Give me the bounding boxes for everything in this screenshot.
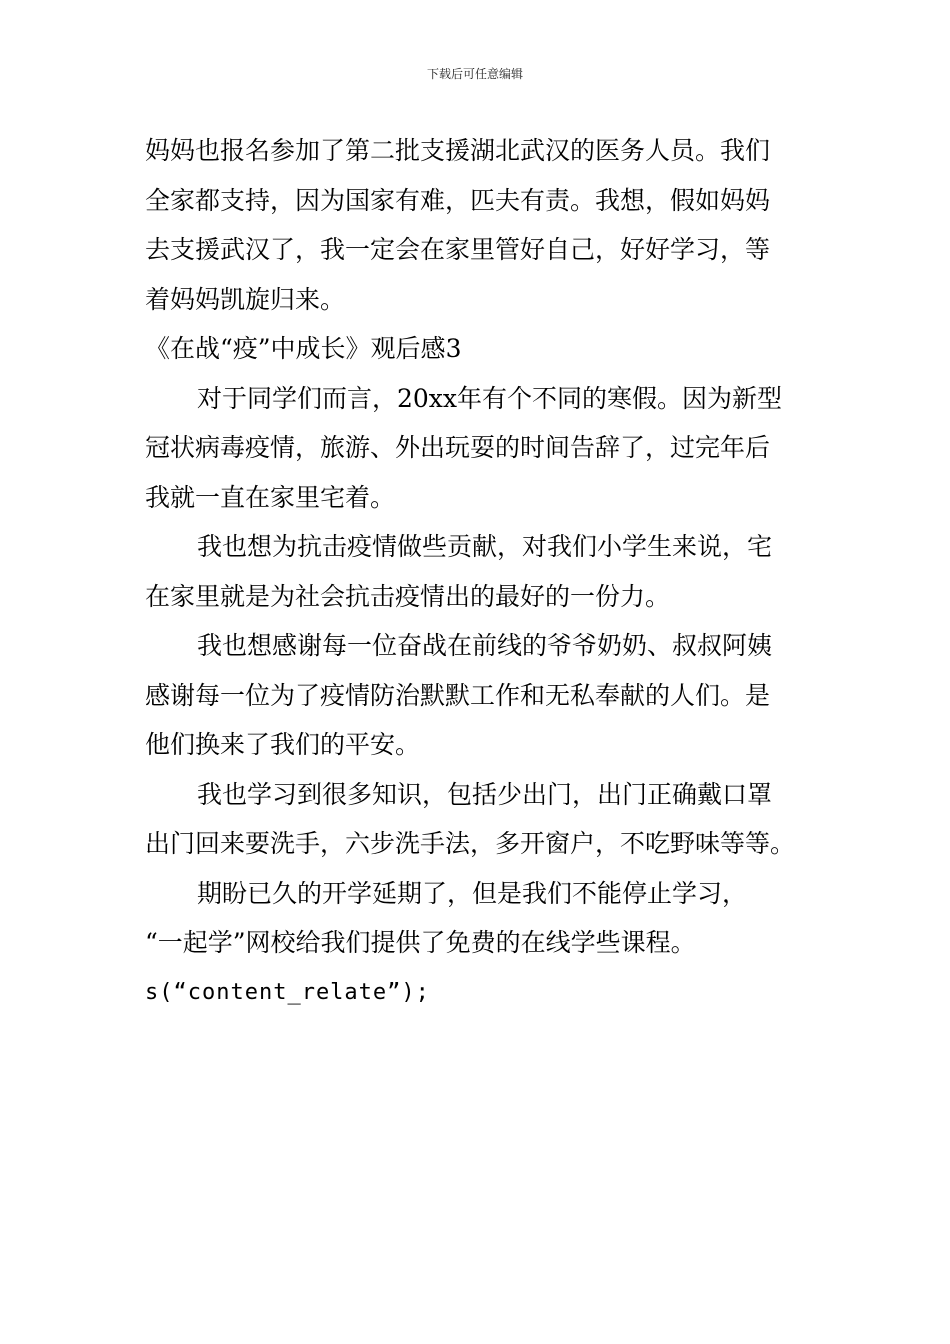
code-snippet-line: s(“content_relate”); (145, 979, 430, 1005)
paragraph-line: 全家都支持，因为国家有难，匹夫有责。我想，假如妈妈 (145, 185, 771, 215)
paragraph-line: 出门回来要洗手，六步洗手法，多开窗户，不吃野味等等。 (145, 829, 796, 858)
paragraph-line: 冠状病毒疫情，旅游、外出玩耍的时间告辞了，过完年后 (145, 433, 771, 462)
paragraph-line: 他们换来了我们的平安。 (145, 730, 421, 759)
document-body (145, 126, 810, 1017)
section-heading: 《在战“疫”中成长》观后感3 (145, 334, 462, 363)
paragraph-line: 我也想感谢每一位奋战在前线的爷爷奶奶、叔叔阿姨 (197, 631, 773, 660)
paragraph-line: 去支援武汉了，我一定会在家里管好自己，好好学习，等 (145, 235, 771, 264)
paragraph-line: 我也想为抗击疫情做些贡献，对我们小学生来说，宅 (197, 532, 773, 561)
paragraph-line: 着妈妈凯旋归来。 (145, 284, 346, 314)
paragraph-line: 期盼已久的开学延期了，但是我们不能停止学习， (197, 878, 748, 908)
paragraph-line: 妈妈也报名参加了第二批支援湖北武汉的医务人员。我们 (145, 136, 771, 165)
paragraph-line: 感谢每一位为了疫情防治默默工作和无私奉献的人们。是 (145, 680, 771, 710)
paragraph-line: 我就一直在家里宅着。 (145, 482, 396, 512)
paragraph-line: 对于同学们而言，20xx年有个不同的寒假。因为新型 (197, 383, 783, 413)
paragraph-line: 在家里就是为社会抗击疫情出的最好的一份力。 (145, 581, 671, 611)
paragraph-line: “一起学”网校给我们提供了免费的在线学些课程。 (145, 928, 696, 957)
page-header-note: 下载后可任意编辑 (426, 67, 523, 81)
paragraph-line: 我也学习到很多知识，包括少出门，出门正确戴口罩 (197, 779, 773, 809)
